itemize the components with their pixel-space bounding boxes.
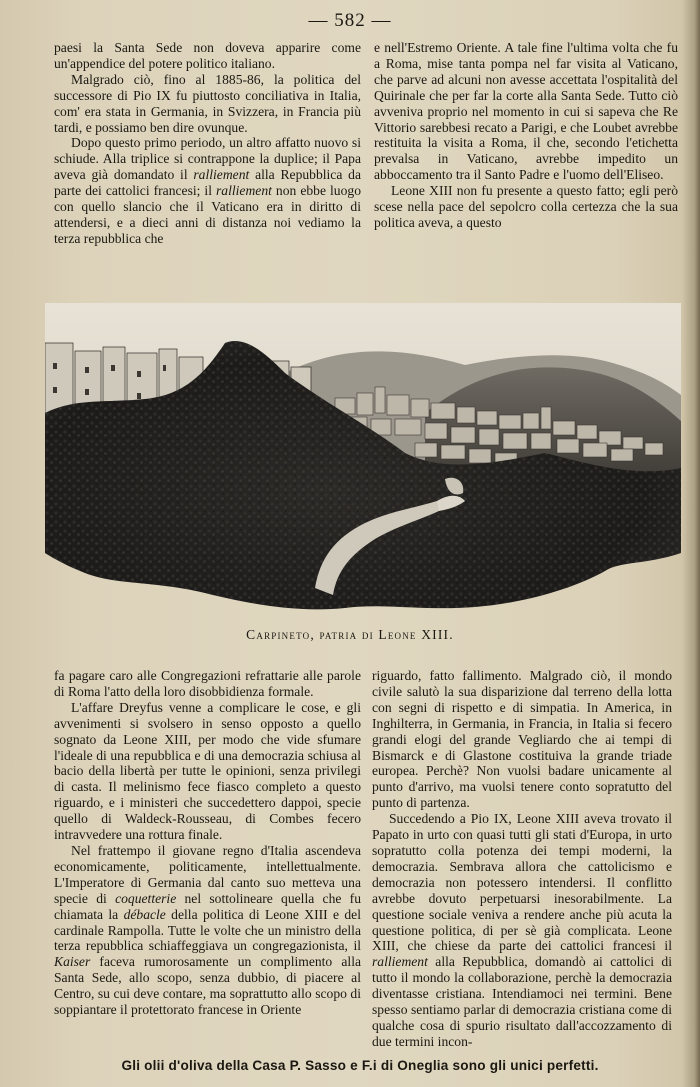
italic-term: ralliement xyxy=(216,183,272,199)
page-number: — 582 — xyxy=(308,10,392,31)
text-run: alla Repubblica da parte dei cattolici francesi; il xyxy=(54,167,361,199)
paragraph: paesi la Santa Sede non doveva apparire come un'appendice del potere politico italiano. xyxy=(54,40,361,71)
figure-caption: Carpineto, patria di Leone XIII. xyxy=(246,627,454,642)
village-photograph xyxy=(45,303,681,613)
carpineto-landscape-image xyxy=(45,303,681,613)
page-edge-shadow xyxy=(682,0,700,1087)
paragraph xyxy=(54,843,361,1018)
text-run: Succedendo a Pio IX, Leone XIII aveva trovato il Papato in urto con quasi tutti gli stati d'Europa, in urto sopratutto colla potenza dei tempi moderni, la democrazia. Sembrava allora che cattolicismo e democrazia non potessero intendersi. Il conflitto avrebbe dovuto perpetuarsi inesorabilmente. La questione sociale veniva a rendere anche più acuta la questione politica, di per sè già complicata. Leone XIII, che chiese da parte dei cattolici francesi il xyxy=(372,811,672,954)
text-column-top-left xyxy=(54,40,361,247)
text-run: nel sottolineare quella che fu chiamata la xyxy=(54,890,361,922)
paragraph: Leone XIII non fu presente a questo fatto; egli però scese nella pace del sepolcro colla certezza che la sua politica aveva, a questo xyxy=(374,183,678,230)
italic-term: Kaiser xyxy=(54,954,91,970)
text-run: non ebbe luogo con quello slancio che il Vaticano era in diritto di attendersi, e a dieci anni di distanza noi vediamo la terza repubblica che xyxy=(54,183,361,246)
text-column-top-right xyxy=(374,40,678,231)
paragraph: L'affare Dreyfus venne a complicare le cose, e gli avvenimenti si svolsero in senso opposto a quello sognato da Leone XIII, per modo che vide sfumare l'ideale di una repubblica e di una democrazia schiusa al bacio della libertà per tutte le opinioni, senza privilegi di casta. Il melinismo fece fiasco completo a questo riguardo, e i ministeri che succedettero dappoi, specie quello di Waldeck-Rousseau, di Combes fecero intravvedere una rottura finale. xyxy=(54,699,361,843)
paragraph: Malgrado ciò, fino al 1885-86, la politica del successore di Pio IX fu piuttosto conciliativa in Italia, com' era stata in Germania, in Svizzera, in Francia più tardi, e possiamo ben dire ovunque. xyxy=(54,71,361,135)
text-run: faceva rumorosamente un complimento alla Santa Sede, allo scopo, senza dubbio, di piacere al Centro, su cui deve contare, ma soprattutto allo scopo di soppiantare il protettorato francese in Oriente xyxy=(54,954,361,1018)
advertisement-footer: Gli olii d'oliva della Casa P. Sasso e F.i di Oneglia sono gli unici perfetti. xyxy=(121,1058,599,1073)
text-run: della politica di Leone XIII e del cardinale Rampolla. Tutte le volte che un ministro della terza repubblica schiaffeggiava un congregazionista, il xyxy=(54,906,361,954)
text-column-bottom-right xyxy=(372,668,672,1050)
paragraph: fa pagare caro alle Congregazioni refrattarie alle parole di Roma l'atto della loro disobbidienza formale. xyxy=(54,668,361,699)
text-run: Nel frattempo il giovane regno d'Italia ascendeva economicamente, politicamente, intellettualmente. L'Imperatore di Germania dal canto suo metteva una specie di xyxy=(54,842,361,906)
paragraph xyxy=(372,811,672,1050)
italic-term: ralliement xyxy=(193,167,250,183)
paragraph: riguardo, fatto fallimento. Malgrado ciò, il mondo civile salutò la sua disparizione dal terreno della lotta con segni di rispetto e di simpatia. In America, in Inghilterra, in Germania, in Francia, in Italia si fecero grandi elogi del grande Vegliardo che ai tempi di Bismarck e di Glastone costituiva la grande triade europea. Perchè? Non vuolsi badare unicamente al punto d'arrivo, ma vuolsi tenere conto sopratutto del punto di partenza. xyxy=(372,668,672,811)
italic-term: coquetterie xyxy=(115,890,177,906)
italic-term: ralliement xyxy=(372,954,428,970)
text-column-bottom-left xyxy=(54,668,361,1018)
text-run: alla Repubblica, domandò ai cattolici di tutto il mondo la collaborazione, perchè la democrazia diventasse cristiana. Intendiamoci nei termini. Bene spesso sentiamo parlar di democrazia cristiana come di qualche cosa di spurio risultato dall'accozzamento di due termini incon- xyxy=(372,954,672,1049)
paragraph: e nell'Estremo Oriente. A tale fine l'ultima volta che fu a Roma, mise tanta pompa nel far visita al Vaticano, che parve ad alcuni non avesse accettata l'ospitalità del Quirinale che per far la corte alla Santa Sede. Tutto ciò avveniva proprio nel momento in cui si sapeva che Re Vittorio sarebbesi recato a Parigi, e che Loubet avrebbe restituita la visita a Roma, il che, secondo l'etichetta prevalsa in Vaticano, avrebbe impedito un abboccamento tra il Santo Padre e l'uomo dell'Eliseo. xyxy=(374,40,678,183)
paragraph xyxy=(54,135,361,246)
text-run: Dopo questo primo periodo, un altro affatto nuovo si schiude. Alla triplice si contrappone la duplice; il Papa aveva già domandato il xyxy=(54,135,361,183)
italic-term: débacle xyxy=(123,906,166,922)
